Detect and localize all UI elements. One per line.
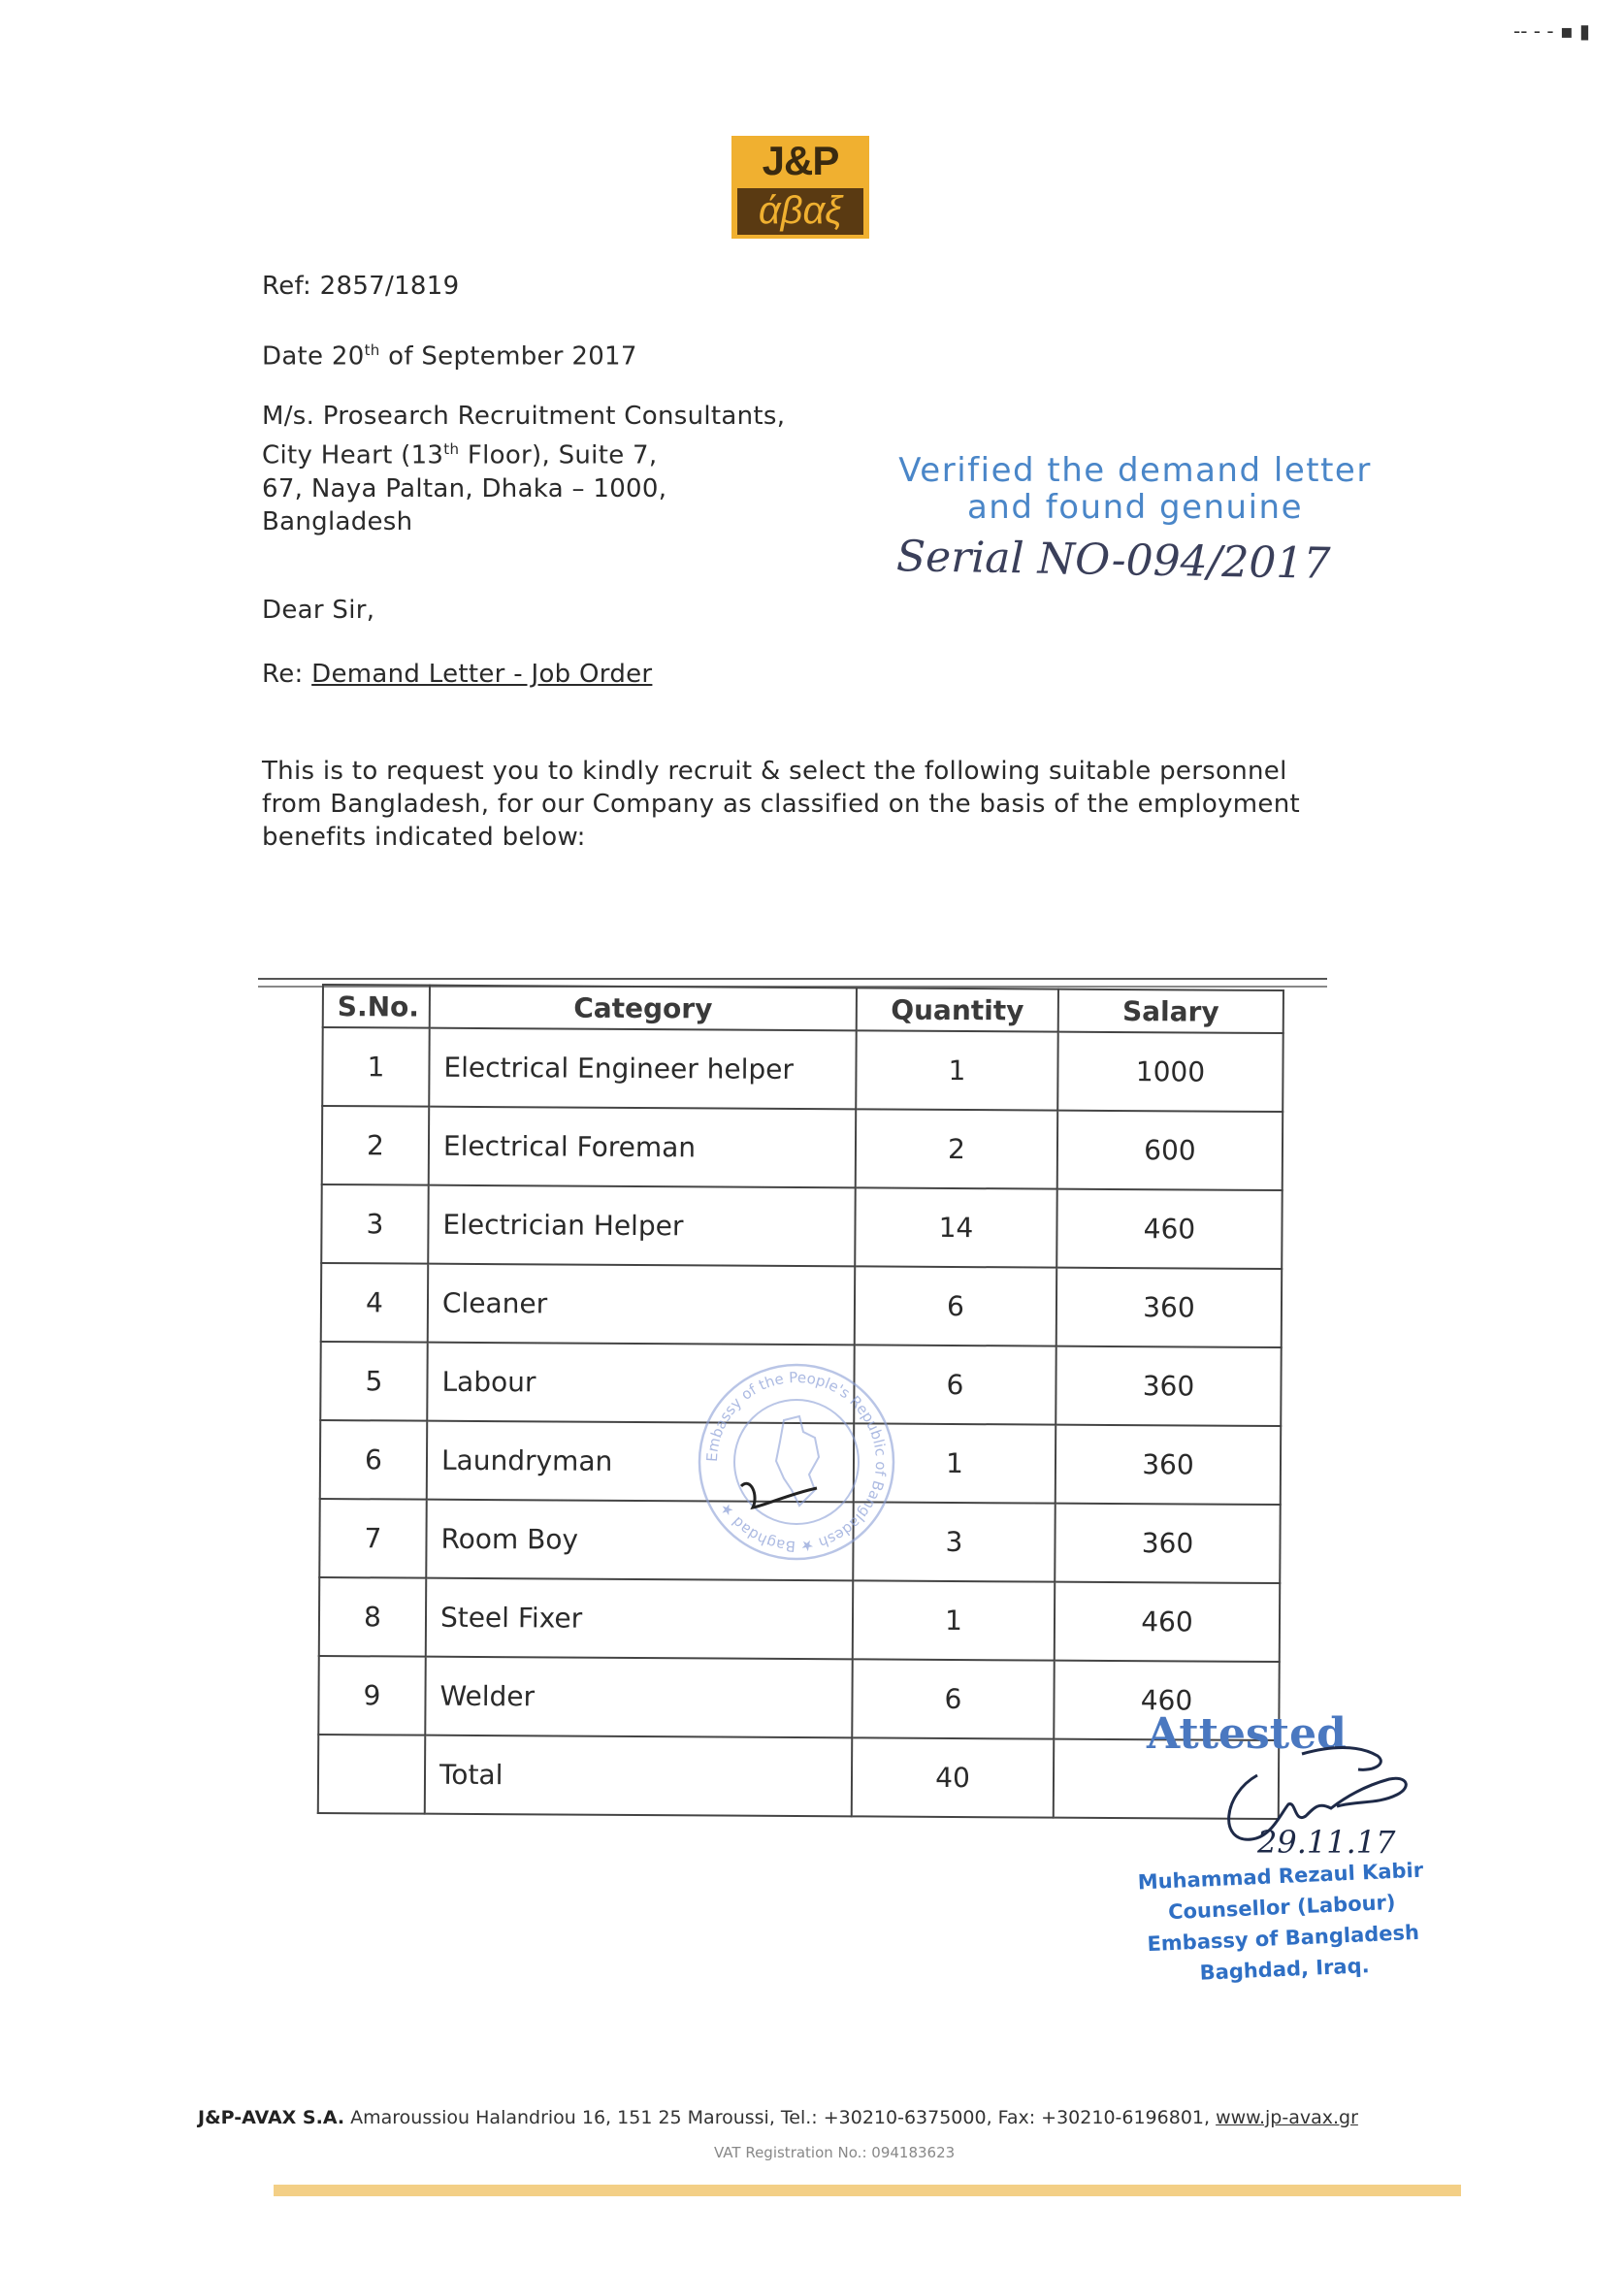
verification-stamp bbox=[873, 452, 1397, 526]
cell-salary: 360 bbox=[1056, 1346, 1281, 1426]
recipient-line-4: Bangladesh bbox=[262, 506, 413, 536]
cell-salary: 1000 bbox=[1057, 1032, 1283, 1112]
recipient-superscript: th bbox=[443, 440, 460, 458]
table-row bbox=[321, 1263, 1282, 1347]
cell-category: Electrical Foreman bbox=[429, 1107, 856, 1188]
cell-category: Room Boy bbox=[426, 1500, 853, 1581]
recipient-line-1: M/s. Prosearch Recruitment Consultants, bbox=[262, 402, 786, 431]
cell-sno: 3 bbox=[321, 1184, 428, 1264]
cell-category: Steel Fixer bbox=[426, 1578, 853, 1660]
date-superscript: th bbox=[364, 341, 380, 359]
corner-mark: -- - - ▪ ▮ bbox=[1513, 19, 1590, 43]
verification-line-1: Verified the demand letter bbox=[898, 451, 1372, 490]
recipient-address bbox=[262, 400, 785, 538]
subject-text: Demand Letter - Job Order bbox=[311, 660, 653, 689]
recipient-line-3: 67, Naya Paltan, Dhaka – 1000, bbox=[262, 473, 667, 503]
body-line-2: from Bangladesh, for our Company as classified on the basis of the employment bbox=[262, 790, 1300, 819]
subject-line bbox=[262, 658, 652, 691]
cell-category: Electrical Engineer helper bbox=[429, 1028, 856, 1110]
cell-salary: 360 bbox=[1056, 1425, 1281, 1505]
reference-number: Ref: 2857/1819 bbox=[262, 272, 460, 301]
cell-quantity: 6 bbox=[855, 1266, 1056, 1346]
seal-text: Embassy of the People's Republic of Bangladesh ★ Baghdad ★ bbox=[702, 1368, 891, 1556]
table-row bbox=[321, 1184, 1282, 1269]
cell-salary: 460 bbox=[1056, 1189, 1282, 1269]
cell-category: Laundryman bbox=[427, 1421, 854, 1503]
embassy-seal bbox=[695, 1360, 898, 1564]
footer-company-line bbox=[198, 2107, 1358, 2128]
cell-sno: 2 bbox=[322, 1106, 429, 1185]
attested-stamp: Attested bbox=[1147, 1709, 1347, 1759]
counsellor-location: Baghdad, Iraq. bbox=[1199, 1954, 1371, 1985]
table-row bbox=[319, 1577, 1280, 1662]
header-quantity: Quantity bbox=[857, 988, 1058, 1031]
counsellor-org: Embassy of Bangladesh bbox=[1147, 1920, 1420, 1957]
footer-color-bar bbox=[274, 2185, 1461, 2196]
cell-salary: 460 bbox=[1054, 1661, 1279, 1740]
cell-category: Electrician Helper bbox=[428, 1185, 855, 1267]
cell-sno: 4 bbox=[321, 1263, 428, 1343]
table-total-row bbox=[318, 1735, 1279, 1819]
total-sno bbox=[318, 1735, 425, 1814]
table-row bbox=[322, 1027, 1283, 1112]
cell-quantity: 1 bbox=[853, 1580, 1055, 1660]
header-category: Category bbox=[430, 986, 857, 1031]
recipient-line-2b: Floor), Suite 7, bbox=[459, 440, 658, 470]
footer-website[interactable]: www.jp-avax.gr bbox=[1216, 2107, 1358, 2128]
cell-quantity: 6 bbox=[854, 1345, 1056, 1424]
recipient-line-2 bbox=[262, 433, 785, 472]
cell-sno: 8 bbox=[319, 1577, 426, 1657]
cell-sno: 1 bbox=[322, 1027, 429, 1107]
total-label: Total bbox=[425, 1735, 852, 1817]
salutation: Dear Sir, bbox=[262, 596, 375, 625]
cell-salary: 600 bbox=[1057, 1111, 1283, 1190]
attestation-date: 29.11.17 bbox=[1257, 1824, 1396, 1861]
header-sno: S.No. bbox=[323, 985, 430, 1028]
total-quantity: 40 bbox=[852, 1737, 1054, 1817]
table-row bbox=[318, 1656, 1279, 1740]
logo-text-bottom: άβαξ bbox=[737, 188, 863, 235]
cell-category: Labour bbox=[427, 1343, 854, 1424]
counsellor-title: Counsellor (Labour) bbox=[1167, 1890, 1396, 1925]
date-suffix: of September 2017 bbox=[379, 341, 637, 372]
cell-salary: 360 bbox=[1056, 1268, 1282, 1347]
body-line-1: This is to request you to kindly recruit & select the following suitable personnel bbox=[262, 757, 1287, 786]
cell-sno: 5 bbox=[320, 1342, 427, 1421]
cell-sno: 6 bbox=[320, 1420, 427, 1500]
footer-address: Amaroussiou Halandriou 16, 151 25 Maroussi, Tel.: +30210-6375000, Fax: +30210-6196801, bbox=[350, 2107, 1211, 2128]
letter-body bbox=[262, 755, 1348, 854]
serial-number-handwritten: Serial NO-094/2017 bbox=[895, 532, 1331, 589]
date-prefix: Date 20 bbox=[262, 341, 365, 372]
counsellor-name: Muhammad Rezaul Kabir bbox=[1137, 1858, 1424, 1895]
body-line-3: benefits indicated below: bbox=[262, 823, 586, 852]
table-header-row bbox=[323, 985, 1283, 1033]
table-row bbox=[322, 1106, 1283, 1190]
logo-text-top: J&P bbox=[762, 138, 839, 183]
subject-label: Re: bbox=[262, 660, 304, 689]
footer-vat: VAT Registration No.: 094183623 bbox=[714, 2144, 956, 2161]
letter-date bbox=[262, 334, 637, 373]
cell-quantity: 1 bbox=[854, 1423, 1056, 1503]
cell-category: Cleaner bbox=[428, 1264, 855, 1346]
cell-salary: 460 bbox=[1055, 1582, 1280, 1662]
company-logo bbox=[731, 136, 869, 239]
cell-quantity: 2 bbox=[856, 1109, 1057, 1188]
verification-line-2: and found genuine bbox=[966, 488, 1304, 527]
cell-quantity: 3 bbox=[853, 1502, 1055, 1581]
counsellor-stamp bbox=[1134, 1855, 1430, 1992]
cell-sno: 9 bbox=[318, 1656, 425, 1735]
cell-category: Welder bbox=[425, 1657, 852, 1738]
header-salary: Salary bbox=[1058, 989, 1283, 1033]
cell-sno: 7 bbox=[319, 1499, 426, 1578]
seal-initial-mark bbox=[741, 1483, 817, 1508]
cell-quantity: 14 bbox=[855, 1187, 1056, 1267]
cell-quantity: 1 bbox=[856, 1030, 1057, 1110]
recipient-line-2a: City Heart (13 bbox=[262, 440, 444, 470]
footer-company: J&P-AVAX S.A. bbox=[198, 2107, 345, 2128]
seal-outer-ring bbox=[699, 1365, 893, 1559]
cell-quantity: 6 bbox=[852, 1659, 1054, 1738]
cell-salary: 360 bbox=[1055, 1504, 1280, 1583]
